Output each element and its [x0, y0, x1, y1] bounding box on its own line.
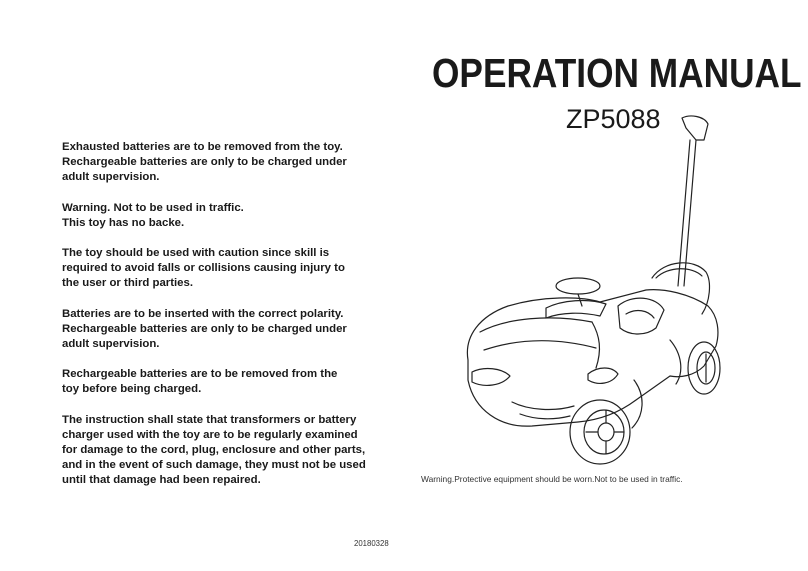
instruction-line: Warning. Not to be used in traffic.	[62, 201, 244, 214]
instruction-line: This toy has no backe.	[62, 216, 185, 229]
instruction-line: Rechargeable batteries are only to be charged under	[62, 156, 347, 169]
instruction-line: Exhausted batteries are to be removed from the toy.	[62, 141, 343, 153]
ride-on-car-illustration	[450, 110, 730, 470]
instruction-line: Rechargeable batteries are to be removed from the	[62, 368, 338, 381]
instruction-line: adult supervision.	[62, 338, 160, 351]
instruction-line: toy before being charged.	[62, 383, 202, 396]
instruction-line: Batteries are to be inserted with the correct polarity.	[62, 307, 344, 320]
model-number: ZP5088	[566, 104, 661, 134]
instruction-line: charger used with the toy are to be regularly examined	[62, 428, 358, 441]
document-code: 20180328	[354, 539, 389, 548]
instruction-paragraph	[62, 140, 362, 186]
instructions-text	[62, 140, 366, 504]
instruction-line: the user or third parties.	[62, 277, 194, 290]
illustration-caption: Warning.Protective equipment should be worn.Not to be used in traffic.	[421, 474, 683, 484]
instruction-line: required to avoid falls or collisions causing injury to	[62, 262, 345, 275]
instruction-paragraph	[62, 367, 362, 397]
instruction-line: and in the event of such damage, they must not be used	[62, 459, 366, 472]
instruction-line: adult supervision.	[62, 171, 160, 184]
instruction-line: The toy should be used with caution since skill is	[62, 247, 330, 260]
instruction-paragraph	[62, 201, 362, 231]
instruction-line: until that damage had been repaired.	[62, 474, 261, 487]
instruction-line: The instruction shall state that transformers or battery	[62, 413, 357, 426]
page-title: OPERATION MANUAL	[432, 50, 802, 96]
instruction-paragraph	[62, 413, 366, 489]
instruction-paragraph	[62, 246, 362, 292]
instruction-paragraph	[62, 307, 362, 353]
instruction-line: Rechargeable batteries are only to be charged under	[62, 322, 347, 335]
instruction-line: for damage to the cord, plug, enclosure and other parts,	[62, 444, 366, 457]
